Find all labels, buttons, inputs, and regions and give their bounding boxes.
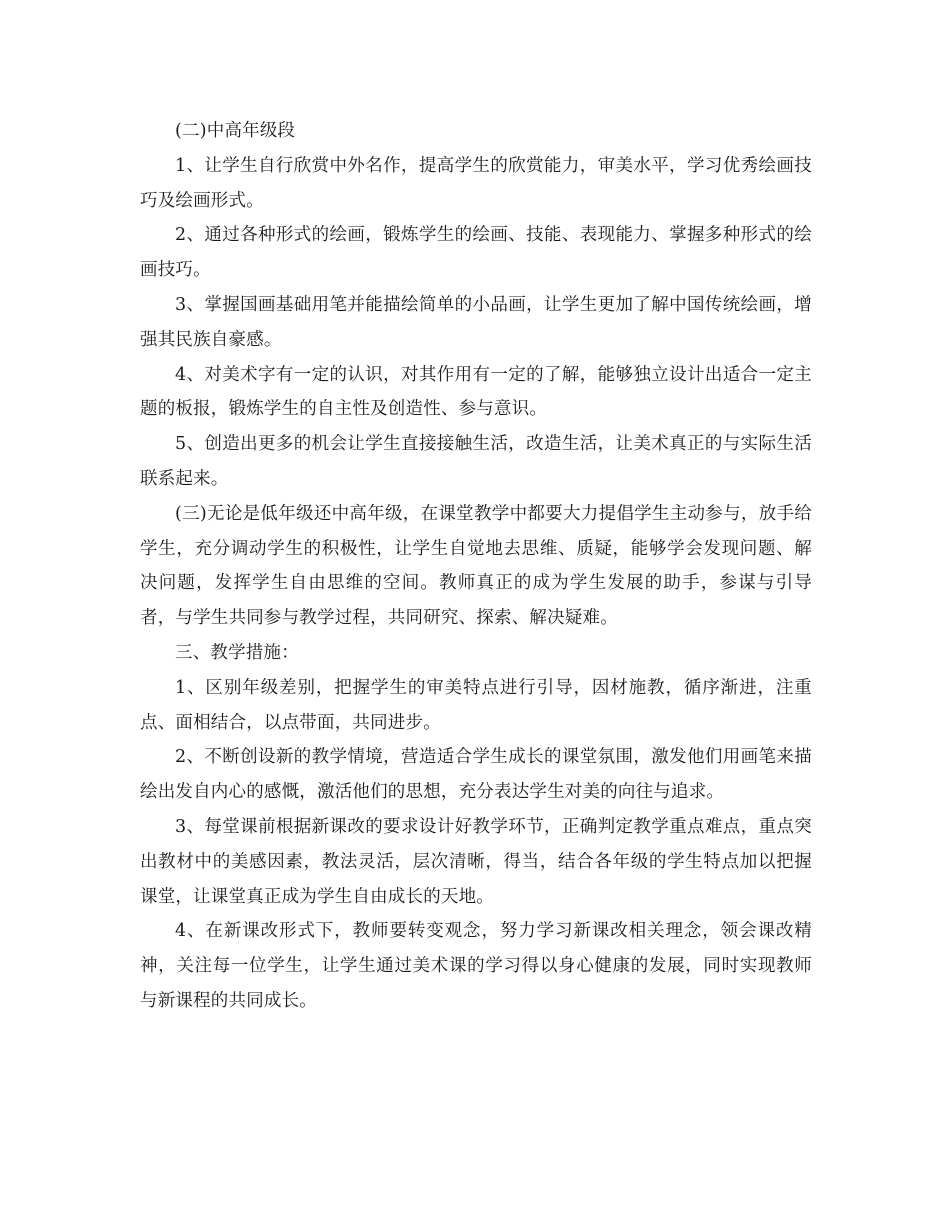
measure-item-4: 4、在新课改形式下，教师要转变观念，努力学习新课改相关理念，领会课改精神，关注每一位学生，让学生通过美术课的学习得以身心健康的发展，同时实现教师与新课程的共同成长。 [140, 921, 812, 1011]
paragraph-item-3: 3、掌握国画基础用笔并能描绘简单的小品画，让学生更加了解中国传统绘画，增强其民族自豪感。 [140, 294, 812, 350]
document-body [140, 114, 812, 1019]
measure-item-3: 3、每堂课前根据新课改的要求设计好教学环节，正确判定教学重点难点，重点突出教材中的美感因素，教法灵活，层次清晰，得当，结合各年级的学生特点加以把握课堂，让课堂真正成为学生自由成长的天地。 [140, 816, 812, 907]
paragraph-item-2: 2、通过各种形式的绘画，锻炼学生的绘画、技能、表现能力、掌握多种形式的绘画技巧。 [140, 225, 812, 281]
measure-item-2: 2、不断创设新的教学情境，营造适合学生成长的课堂氛围，激发他们用画笔来描绘出发自内心的感慨，激活他们的思想，充分表达学生对美的向往与追求。 [140, 747, 812, 803]
paragraph-item-5: 5、创造出更多的机会让学生直接接触生活，改造生活，让美术真正的与实际生活联系起来。 [140, 434, 812, 489]
measure-item-1: 1、区别年级差别，把握学生的审美特点进行引导，因材施教，循序渐进，注重点、面相结合，以点带面，共同进步。 [140, 677, 812, 733]
paragraph-section-three-all-grades: (三)无论是低年级还中高年级，在课堂教学中都要大力提倡学生主动参与，放手给学生，充分调动学生的积极性，让学生自觉地去思维、质疑，能够学会发现问题、解决问题，发挥学生自由思维的空间。教师真正的成为学生发展的助手，参谋与引导者，与学生共同参与教学过程，共同研究、探索、解决疑难。 [140, 503, 812, 629]
section-heading-middle-upper-grades: (二)中高年级段 [175, 121, 296, 141]
section-heading-teaching-measures: 三、教学措施： [175, 642, 299, 663]
paragraph-item-1: 1、让学生自行欣赏中外名作，提高学生的欣赏能力，审美水平，学习优秀绘画技巧及绘画形式。 [140, 155, 812, 211]
paragraph-item-4: 4、对美术字有一定的认识，对其作用有一定的了解，能够独立设计出适合一定主题的板报，锻炼学生的自主性及创造性、参与意识。 [140, 364, 812, 420]
